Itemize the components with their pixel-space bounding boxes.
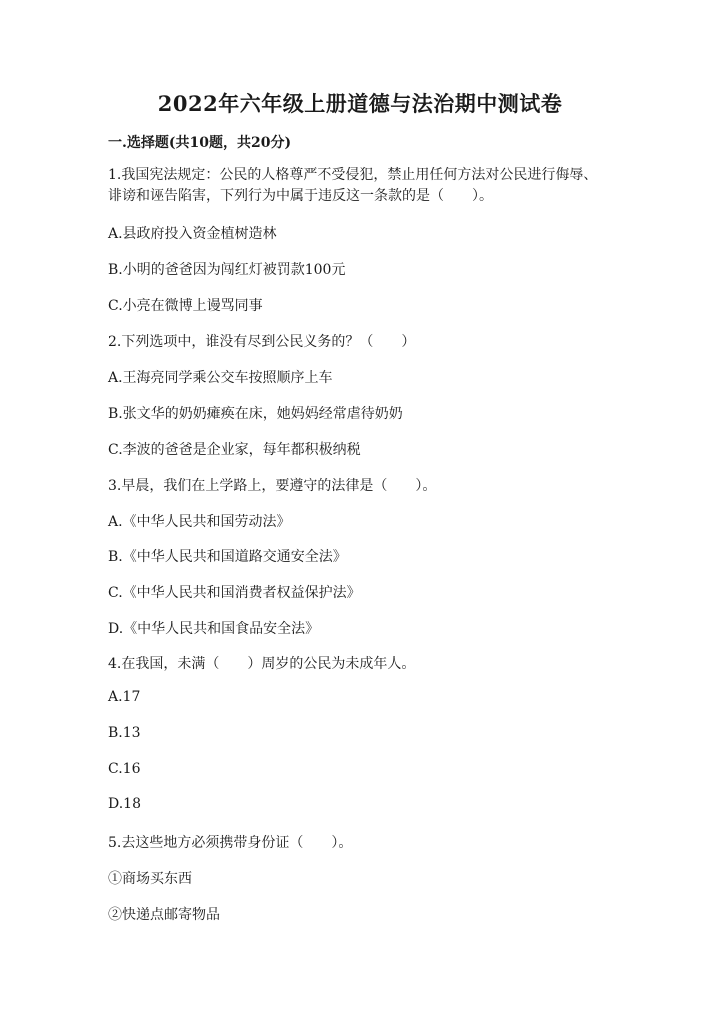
question-4-option-b: B.13 — [108, 725, 141, 741]
question-2-option-a: A.王海亮同学乘公交车按照顺序上车 — [108, 370, 333, 386]
section-heading: 一.选择题(共10题，共20分) — [108, 135, 292, 151]
page-title: 2022年六年级上册道德与法治期中测试卷 — [157, 91, 563, 116]
question-4-option-d: D.18 — [108, 796, 141, 812]
question-2-stem: 2.下列选项中，谁没有尽到公民义务的？（ ） — [108, 334, 416, 350]
question-3-option-b: B.《中华人民共和国道路交通安全法》 — [108, 549, 347, 565]
question-1-option-b: B.小明的爸爸因为闯红灯被罚款100元 — [108, 262, 346, 278]
question-4-stem: 4.在我国，未满（ ）周岁的公民为未成年人。 — [108, 656, 416, 672]
question-1-option-a: A.县政府投入资金植树造林 — [108, 226, 277, 242]
question-5-option-2: ②快递点邮寄物品 — [108, 907, 220, 923]
question-3-option-d: D.《中华人民共和国食品安全法》 — [108, 621, 320, 637]
question-5-option-1: ①商场买东西 — [108, 871, 192, 887]
question-3-stem: 3.早晨，我们在上学路上，要遵守的法律是（ ）。 — [108, 478, 437, 494]
question-2-option-c: C.李波的爸爸是企业家，每年都积极纳税 — [108, 442, 361, 458]
question-4-option-c: C.16 — [108, 761, 141, 777]
question-4-option-a: A.17 — [108, 689, 141, 705]
question-3-option-a: A.《中华人民共和国劳动法》 — [108, 514, 291, 530]
question-1-stem: 1.我国宪法规定：公民的人格尊严不受侵犯，禁止用任何方法对公民进行侮辱、诽谤和诬告陷害，下列行为中属于违反这一条款的是（ ）。 — [108, 167, 598, 204]
question-1-option-c: C.小亮在微博上谩骂同事 — [108, 298, 263, 314]
question-5-stem: 5.去这些地方必须携带身份证（ ）。 — [108, 835, 353, 851]
question-3-option-c: C.《中华人民共和国消费者权益保护法》 — [108, 585, 361, 601]
question-2-option-b: B.张文华的奶奶瘫痪在床，她妈妈经常虐待奶奶 — [108, 406, 403, 422]
